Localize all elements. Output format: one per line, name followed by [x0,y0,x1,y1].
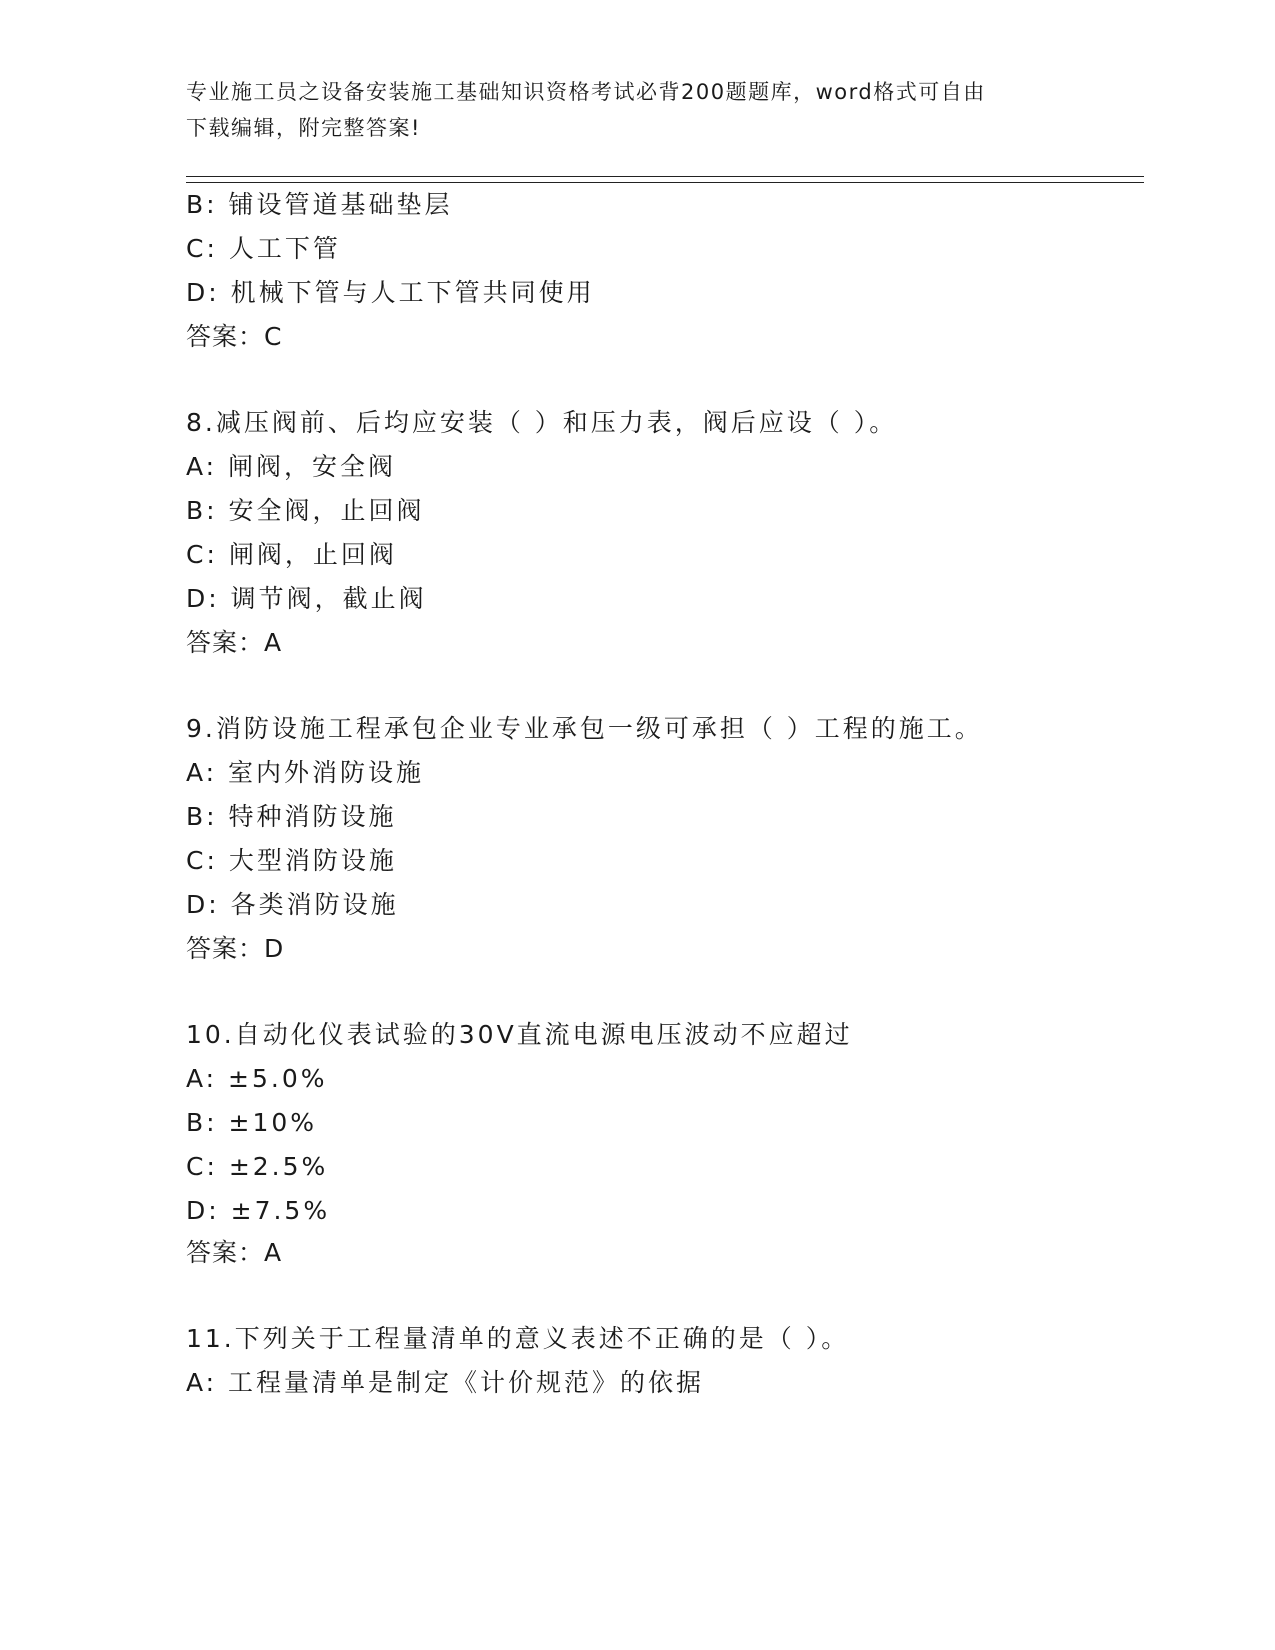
option-c: C: 闸阀，止回阀 [186,540,397,569]
option-c: C: ±2.5% [186,1152,329,1181]
answer: 答案：A [186,1238,283,1267]
option-a: A: 闸阀，安全阀 [186,452,397,481]
question-stem: 10.自动化仪表试验的30V直流电源电压波动不应超过 [186,1020,853,1049]
option-d: D: ±7.5% [186,1196,331,1225]
option-d: D: 机械下管与人工下管共同使用 [186,278,595,307]
option-a: A: ±5.0% [186,1064,328,1093]
option-b: B: 特种消防设施 [186,802,397,831]
question-stem: 9.消防设施工程承包企业专业承包一级可承担（ ）工程的施工。 [186,714,983,743]
option-d: D: 各类消防设施 [186,890,399,919]
header-title-line2: 下载编辑，附完整答案! [186,116,421,140]
option-a: A: 工程量清单是制定《计价规范》的依据 [186,1368,705,1397]
header-rule-bottom [186,182,1144,183]
option-b: B: ±10% [186,1108,318,1137]
option-b: B: 铺设管道基础垫层 [186,190,453,219]
document-header [186,74,1066,146]
question-stem: 8.减压阀前、后均应安装（ ）和压力表，阀后应设（ ）。 [186,408,898,437]
answer: 答案：A [186,628,283,657]
option-b: B: 安全阀，止回阀 [186,496,425,525]
option-c: C: 大型消防设施 [186,846,397,875]
answer: 答案：D [186,934,285,963]
option-c: C: 人工下管 [186,234,341,263]
option-d: D: 调节阀，截止阀 [186,584,427,613]
answer: 答案：C [186,322,283,351]
option-a: A: 室内外消防设施 [186,758,425,787]
header-rule-top [186,176,1144,177]
header-title-line1: 专业施工员之设备安装施工基础知识资格考试必背200题题库，word格式可自由 [186,80,986,104]
question-stem: 11.下列关于工程量清单的意义表述不正确的是（ ）。 [186,1324,850,1353]
